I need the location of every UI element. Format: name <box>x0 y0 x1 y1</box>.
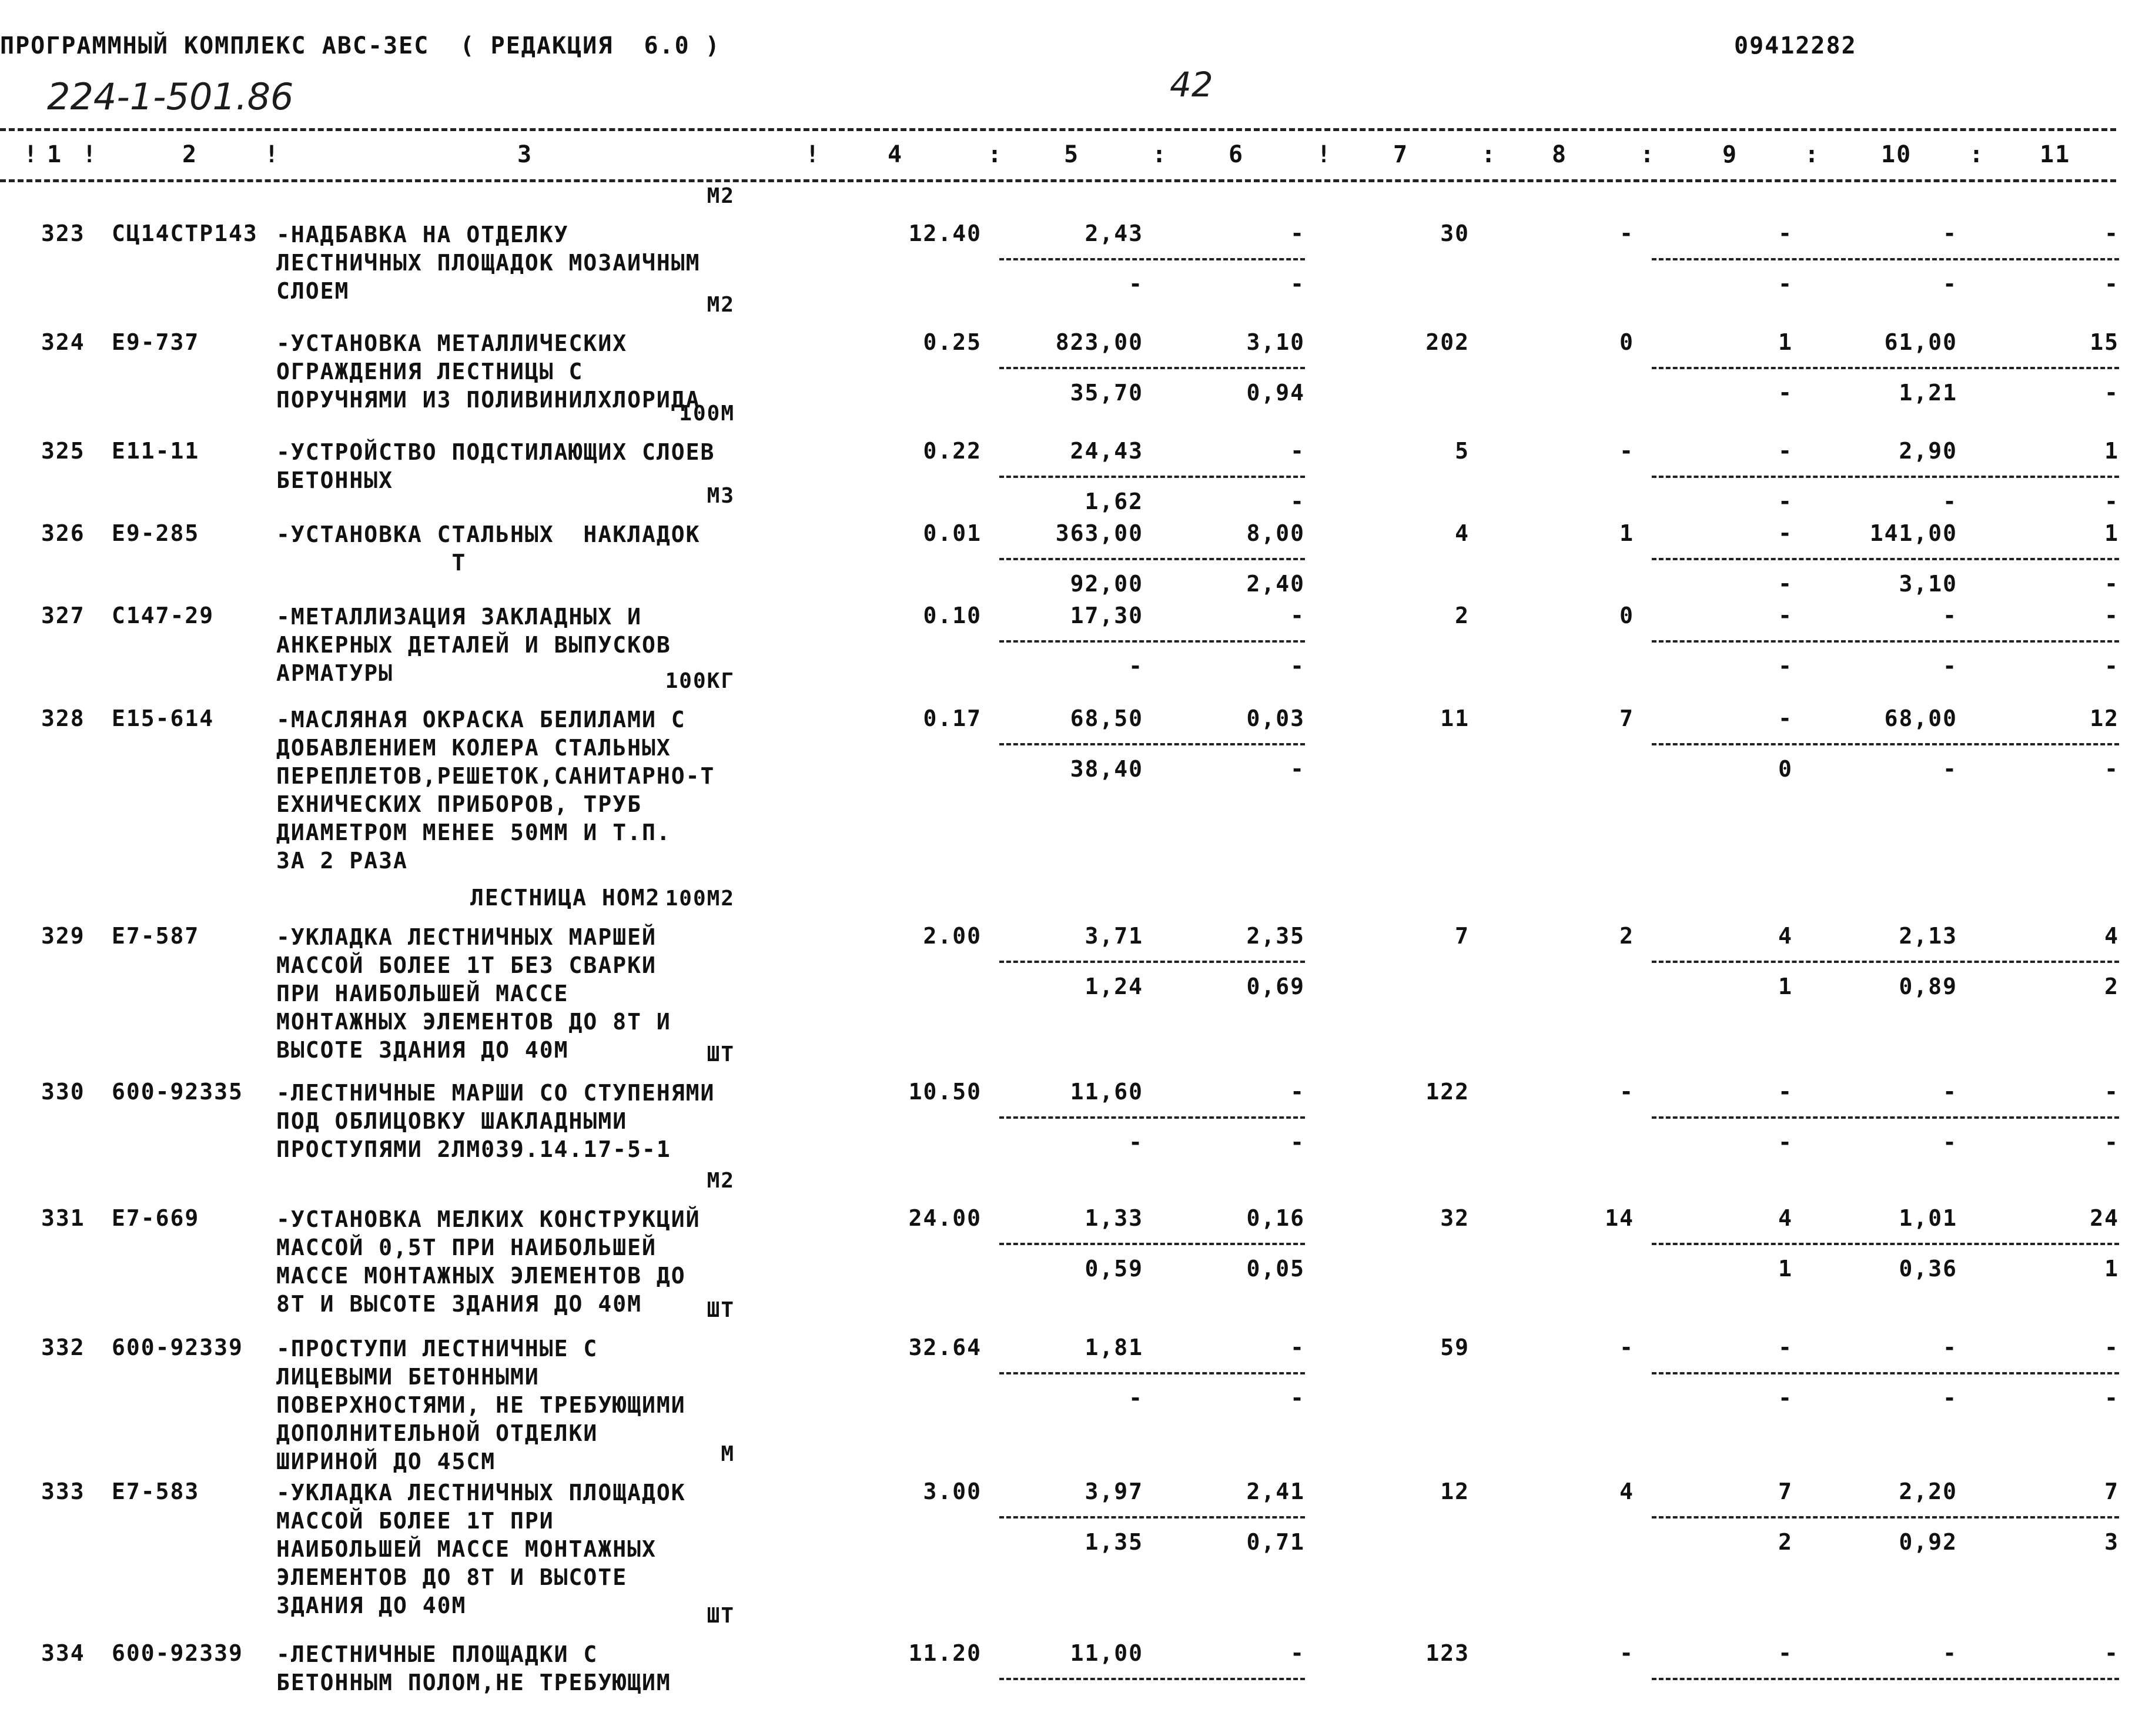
unit-cost-cell: 2,43 <box>1085 220 1143 246</box>
lower-machines-cell: - <box>1778 271 1793 297</box>
lower-unit-cost-cell: - <box>1129 653 1143 679</box>
rate-code: Е11-11 <box>112 438 200 464</box>
lower-machines-cell: - <box>1778 1385 1793 1411</box>
subtotal-rule <box>999 961 1305 963</box>
document-number: 09412282 <box>1734 32 1857 59</box>
work-description: -МАСЛЯНАЯ ОКРАСКА БЕЛИЛАМИ С ДОБАВЛЕНИЕМ КОЛЕРА СТАЛЬНЫХ ПЕРЕПЛЕТОВ,РЕШЕТОК,САНИТАРНО-Т ЕХНИЧЕСКИХ ПРИБОРОВ, ТРУБ ДИАМЕТРОМ МЕНЕЕ 50ММ И Т.П. ЗА 2 РАЗА <box>276 707 715 874</box>
labour-cell: - <box>1943 603 1957 628</box>
work-description: -НАДБАВКА НА ОТДЕЛКУ ЛЕСТНИЧНЫХ ПЛОЩАДОК МОЗАИЧНЫМ СЛОЕМ <box>276 222 701 304</box>
lower-labour-total-cell: 3 <box>2104 1529 2119 1555</box>
rate-code: Е7-583 <box>112 1479 200 1504</box>
wages-total-cell: - <box>1619 1079 1634 1105</box>
rate-code: Е7-587 <box>112 923 200 949</box>
column-separator: : <box>1969 141 1985 168</box>
column-header-5: 5 <box>1064 141 1080 168</box>
machines-cell: 7 <box>1778 1479 1793 1504</box>
wages-total-cell: 1 <box>1619 520 1634 546</box>
rate-code: Е9-737 <box>112 329 200 355</box>
total-cost-cell: 12 <box>1440 1479 1470 1504</box>
rate-code: Е7-669 <box>112 1205 200 1231</box>
subtotal-rule <box>999 367 1305 369</box>
wages-total-cell: - <box>1619 1334 1634 1360</box>
rate-code: 600-92335 <box>112 1079 243 1105</box>
labour-total-cell: - <box>2104 603 2119 628</box>
rate-code: Е9-285 <box>112 520 200 546</box>
work-description: -ЛЕСТНИЧНЫЕ МАРШИ СО СТУПЕНЯМИ ПОД ОБЛИЦОВКУ ШАКЛАДНЫМИ ПРОСТУПЯМИ 2ЛМ039.14.17-5-1 <box>276 1080 715 1162</box>
subtotal-rule <box>999 1372 1305 1374</box>
rate-code: 600-92339 <box>112 1334 243 1360</box>
lower-unit-cost-cell: 0,59 <box>1085 1256 1143 1282</box>
labour-cell: 61,00 <box>1884 329 1957 355</box>
lower-wages-cell: - <box>1290 1129 1305 1155</box>
column-header-3: 3 <box>517 141 533 168</box>
lower-labour-total-cell: - <box>2104 1385 2119 1411</box>
lower-wages-cell: 0,94 <box>1246 380 1305 406</box>
work-description: -УСТАНОВКА МЕЛКИХ КОНСТРУКЦИЙ МАССОЙ 0,5Т ПРИ НАИБОЛЬШЕЙ МАССЕ МОНТАЖНЫХ ЭЛЕМЕНТОВ ДО 8Т И ВЫСОТЕ ЗДАНИЯ ДО 40М <box>276 1206 701 1317</box>
lower-labour-cell: 1,21 <box>1899 380 1957 406</box>
wages-cell: 3,10 <box>1246 329 1305 355</box>
quantity-cell: 0.10 <box>923 603 982 628</box>
quantity-cell: 11.20 <box>908 1640 982 1666</box>
row-number: 329 <box>41 923 85 949</box>
labour-cell: 2,90 <box>1899 438 1957 464</box>
wages-cell: 0,03 <box>1246 705 1305 731</box>
column-separator: ! <box>805 141 821 168</box>
machines-cell: - <box>1778 705 1793 731</box>
total-cost-cell: 30 <box>1440 220 1470 246</box>
lower-unit-cost-cell: - <box>1129 271 1143 297</box>
machines-cell: - <box>1778 1334 1793 1360</box>
lower-labour-cell: - <box>1943 756 1957 782</box>
column-separator: ! <box>1317 141 1333 168</box>
subtotal-rule <box>999 1516 1305 1518</box>
lower-machines-cell: 2 <box>1778 1529 1793 1555</box>
lower-wages-cell: - <box>1290 1385 1305 1411</box>
labour-total-cell: - <box>2104 1640 2119 1666</box>
table-row <box>0 1298 2152 1474</box>
unit-cost-cell: 363,00 <box>1055 520 1143 546</box>
labour-total-cell: 4 <box>2104 923 2119 949</box>
total-cost-cell: 11 <box>1440 705 1470 731</box>
unit-cost-cell: 11,00 <box>1070 1640 1143 1666</box>
quantity-cell: 0.22 <box>923 438 982 464</box>
lower-unit-cost-cell: 35,70 <box>1070 380 1143 406</box>
unit-label: 100КГ <box>665 669 735 693</box>
lower-unit-cost-cell: 92,00 <box>1070 571 1143 597</box>
lower-wages-cell: 0,71 <box>1246 1529 1305 1555</box>
lower-machines-cell: - <box>1778 489 1793 514</box>
lower-labour-cell: 3,10 <box>1899 571 1957 597</box>
wages-cell: - <box>1290 438 1305 464</box>
page-number: 42 <box>1170 65 1213 105</box>
wages-total-cell: 4 <box>1619 1479 1634 1504</box>
wages-cell: - <box>1290 1079 1305 1105</box>
lower-labour-total-cell: - <box>2104 380 2119 406</box>
lower-labour-cell: - <box>1943 489 1957 514</box>
machines-cell: 4 <box>1778 923 1793 949</box>
column-separator: ! <box>265 141 280 168</box>
unit-cost-cell: 1,81 <box>1085 1334 1143 1360</box>
quantity-cell: 10.50 <box>908 1079 982 1105</box>
lower-wages-cell: - <box>1290 271 1305 297</box>
work-description: -МЕТАЛЛИЗАЦИЯ ЗАКЛАДНЫХ И АНКЕРНЫХ ДЕТАЛЕЙ И ВЫПУСКОВ АРМАТУРЫ <box>276 604 671 686</box>
machines-cell: 4 <box>1778 1205 1793 1231</box>
subtotal-rule <box>1652 1516 2119 1518</box>
subtotal-rule <box>1652 961 2119 963</box>
row-number: 330 <box>41 1079 85 1105</box>
lower-unit-cost-cell: - <box>1129 1129 1143 1155</box>
work-description: -ПРОСТУПИ ЛЕСТНИЧНЫЕ С ЛИЦЕВЫМИ БЕТОННЫМИ ПОВЕРХНОСТЯМИ, НЕ ТРЕБУЮЩИМИ ДОПОЛНИТЕЛЬНОЙ ОТДЕЛКИ ШИРИНОЙ ДО 45СМ <box>276 1336 686 1474</box>
unit-label: 100М <box>679 402 735 426</box>
unit-label: М3 <box>707 484 735 508</box>
wages-total-cell: 0 <box>1619 603 1634 628</box>
lower-labour-cell: - <box>1943 653 1957 679</box>
column-separator: ! <box>24 141 39 168</box>
lower-labour-cell: 0,89 <box>1899 974 1957 999</box>
row-number: 325 <box>41 438 85 464</box>
machines-cell: - <box>1778 438 1793 464</box>
column-separator: : <box>1805 141 1820 168</box>
subtotal-rule <box>999 640 1305 643</box>
labour-total-cell: 15 <box>2090 329 2119 355</box>
column-header-11: 11 <box>2040 141 2071 168</box>
labour-total-cell: 1 <box>2104 438 2119 464</box>
total-cost-cell: 123 <box>1425 1640 1470 1666</box>
quantity-cell: 24.00 <box>908 1205 982 1231</box>
unit-cost-cell: 823,00 <box>1055 329 1143 355</box>
row-number: 333 <box>41 1479 85 1504</box>
work-description: -УСТРОЙСТВО ПОДСТИЛАЮЩИХ СЛОЕВ БЕТОННЫХ <box>276 439 715 493</box>
row-number: 332 <box>41 1334 85 1360</box>
lower-labour-cell: 0,36 <box>1899 1256 1957 1282</box>
row-number: 326 <box>41 520 85 546</box>
column-separator: ! <box>82 141 98 168</box>
labour-cell: - <box>1943 1640 1957 1666</box>
work-description: -ЛЕСТНИЧНЫЕ ПЛОЩАДКИ С БЕТОННЫМ ПОЛОМ,НЕ ТРЕБУЮЩИМ <box>276 1641 671 1695</box>
labour-total-cell: 7 <box>2104 1479 2119 1504</box>
work-description: -УСТАНОВКА МЕТАЛЛИЧЕСКИХ ОГРАЖДЕНИЯ ЛЕСТНИЦЫ С ПОРУЧНЯМИ ИЗ ПОЛИВИНИЛХЛОРИДА <box>276 330 701 413</box>
table-row <box>0 1042 2152 1162</box>
labour-cell: 2,13 <box>1899 923 1957 949</box>
column-header-2: 2 <box>182 141 198 168</box>
total-cost-cell: 4 <box>1455 520 1470 546</box>
column-header-8: 8 <box>1552 141 1568 168</box>
table-row <box>0 669 2152 874</box>
subtotal-rule <box>1652 367 2119 369</box>
lower-labour-total-cell: 2 <box>2104 974 2119 999</box>
labour-cell: 141,00 <box>1869 520 1957 546</box>
row-number: 323 <box>41 220 85 246</box>
column-header-4: 4 <box>888 141 903 168</box>
wages-cell: - <box>1290 1334 1305 1360</box>
lower-labour-cell: - <box>1943 271 1957 297</box>
lower-wages-cell: - <box>1290 489 1305 514</box>
labour-cell: 68,00 <box>1884 705 1957 731</box>
wages-total-cell: 7 <box>1619 705 1634 731</box>
unit-cost-cell: 1,33 <box>1085 1205 1143 1231</box>
unit-label: ШТ <box>707 1604 735 1628</box>
quantity-cell: 3.00 <box>923 1479 982 1504</box>
labour-cell: 1,01 <box>1899 1205 1957 1231</box>
column-separator: : <box>1481 141 1497 168</box>
subtotal-rule <box>999 743 1305 745</box>
labour-total-cell: - <box>2104 220 2119 246</box>
total-cost-cell: 7 <box>1455 923 1470 949</box>
sheet-designation: 224-1-501.86 <box>47 75 294 118</box>
wages-total-cell: 14 <box>1605 1205 1634 1231</box>
lower-labour-cell: - <box>1943 1129 1957 1155</box>
subtotal-rule <box>999 558 1305 560</box>
labour-cell: - <box>1943 1079 1957 1105</box>
total-cost-cell: 202 <box>1425 329 1470 355</box>
lower-machines-cell: - <box>1778 380 1793 406</box>
lower-wages-cell: - <box>1290 653 1305 679</box>
machines-cell: - <box>1778 1079 1793 1105</box>
unit-label: М2 <box>707 293 735 317</box>
lower-unit-cost-cell: - <box>1129 1385 1143 1411</box>
lower-labour-total-cell: - <box>2104 489 2119 514</box>
lower-wages-cell: 0,69 <box>1246 974 1305 999</box>
subtotal-rule <box>1652 558 2119 560</box>
machines-cell: 1 <box>1778 329 1793 355</box>
lower-wages-cell: - <box>1290 756 1305 782</box>
lower-labour-total-cell: - <box>2104 571 2119 597</box>
lower-machines-cell: - <box>1778 653 1793 679</box>
row-number: 328 <box>41 705 85 731</box>
lower-unit-cost-cell: 38,40 <box>1070 756 1143 782</box>
rate-code: 600-92339 <box>112 1640 243 1666</box>
total-cost-cell: 2 <box>1455 603 1470 628</box>
unit-label: ШТ <box>707 1042 735 1066</box>
program-header: ПРОГРАММНЫЙ КОМПЛЕКС АВС-3ЕС ( РЕДАКЦИЯ 6.0 ) <box>0 32 721 59</box>
table-row <box>0 603 2152 685</box>
subtotal-rule <box>999 476 1305 478</box>
machines-cell: - <box>1778 520 1793 546</box>
subtotal-rule <box>1652 1372 2119 1374</box>
lower-labour-total-cell: - <box>2104 756 2119 782</box>
table-row <box>0 293 2152 413</box>
wages-cell: - <box>1290 220 1305 246</box>
subtotal-rule <box>1652 1678 2119 1680</box>
labour-cell: - <box>1943 220 1957 246</box>
rate-code: С147-29 <box>112 603 215 628</box>
unit-cost-cell: 11,60 <box>1070 1079 1143 1105</box>
unit-cost-cell: 17,30 <box>1070 603 1143 628</box>
labour-total-cell: 1 <box>2104 520 2119 546</box>
quantity-cell: 12.40 <box>908 220 982 246</box>
rate-code: Е15-614 <box>112 705 215 731</box>
subtotal-rule <box>1652 640 2119 643</box>
unit-label: ШТ <box>707 1298 735 1322</box>
labour-cell: - <box>1943 1334 1957 1360</box>
lower-wages-cell: 0,05 <box>1246 1256 1305 1282</box>
machines-cell: - <box>1778 603 1793 628</box>
wages-total-cell: - <box>1619 220 1634 246</box>
wages-cell: - <box>1290 603 1305 628</box>
lower-labour-total-cell: - <box>2104 1129 2119 1155</box>
unit-label: 100М2 <box>665 887 735 911</box>
subtotal-rule <box>999 1116 1305 1119</box>
row-number: 334 <box>41 1640 85 1666</box>
unit-cost-cell: 24,43 <box>1070 438 1143 464</box>
wages-cell: - <box>1290 1640 1305 1666</box>
subtotal-rule <box>1652 258 2119 260</box>
subtotal-rule <box>1652 743 2119 745</box>
row-number: 324 <box>41 329 85 355</box>
unit-cost-cell: 68,50 <box>1070 705 1143 731</box>
quantity-cell: 0.01 <box>923 520 982 546</box>
lower-unit-cost-cell: 1,35 <box>1085 1529 1143 1555</box>
wages-total-cell: - <box>1619 438 1634 464</box>
labour-cell: 2,20 <box>1899 1479 1957 1504</box>
quantity-cell: 32.64 <box>908 1334 982 1360</box>
lower-labour-total-cell: - <box>2104 271 2119 297</box>
lower-machines-cell: 1 <box>1778 974 1793 999</box>
unit-label: М2 <box>707 1169 735 1193</box>
table-row <box>0 184 2152 304</box>
row-number: 327 <box>41 603 85 628</box>
lower-labour-cell: 0,92 <box>1899 1529 1957 1555</box>
wages-cell: 2,41 <box>1246 1479 1305 1504</box>
wages-total-cell: - <box>1619 1640 1634 1666</box>
subtotal-rule <box>1652 476 2119 478</box>
wages-total-cell: 0 <box>1619 329 1634 355</box>
lower-machines-cell: - <box>1778 1129 1793 1155</box>
machines-cell: - <box>1778 1640 1793 1666</box>
unit-cost-cell: 3,97 <box>1085 1479 1143 1504</box>
labour-total-cell: 24 <box>2090 1205 2119 1231</box>
quantity-cell: 0.25 <box>923 329 982 355</box>
column-separator: : <box>1152 141 1168 168</box>
total-cost-cell: 32 <box>1440 1205 1470 1231</box>
labour-total-cell: - <box>2104 1334 2119 1360</box>
column-separator: : <box>988 141 1003 168</box>
table-row <box>0 1604 2152 1722</box>
subtotal-rule <box>999 1243 1305 1245</box>
lower-unit-cost-cell: 1,24 <box>1085 974 1143 999</box>
lower-machines-cell: - <box>1778 571 1793 597</box>
row-number: 331 <box>41 1205 85 1231</box>
lower-machines-cell: 0 <box>1778 756 1793 782</box>
subtotal-rule <box>999 258 1305 260</box>
subtotal-rule <box>999 1678 1305 1680</box>
lower-labour-total-cell: 1 <box>2104 1256 2119 1282</box>
lower-labour-cell: - <box>1943 1385 1957 1411</box>
lower-wages-cell: 2,40 <box>1246 571 1305 597</box>
total-cost-cell: 59 <box>1440 1334 1470 1360</box>
column-header-10: 10 <box>1881 141 1912 168</box>
quantity-cell: 0.17 <box>923 705 982 731</box>
table-row <box>0 402 2152 520</box>
estimate-table-body <box>0 182 2152 1734</box>
column-header-7: 7 <box>1393 141 1409 168</box>
wages-cell: 2,35 <box>1246 923 1305 949</box>
subtotal-rule <box>1652 1116 2119 1119</box>
quantity-cell: 2.00 <box>923 923 982 949</box>
labour-total-cell: 12 <box>2090 705 2119 731</box>
unit-cost-cell: 3,71 <box>1085 923 1143 949</box>
wages-cell: 8,00 <box>1246 520 1305 546</box>
lower-labour-total-cell: - <box>2104 653 2119 679</box>
column-separator: : <box>1640 141 1656 168</box>
section-title: ЛЕСТНИЦА НОМ2 <box>470 885 661 911</box>
machines-cell: - <box>1778 220 1793 246</box>
rate-code: СЦ14СТР143 <box>112 220 258 246</box>
lower-machines-cell: 1 <box>1778 1256 1793 1282</box>
unit-label: М <box>721 1442 735 1466</box>
wages-total-cell: 2 <box>1619 923 1634 949</box>
unit-label: М2 <box>707 184 735 208</box>
total-cost-cell: 5 <box>1455 438 1470 464</box>
work-description: -УСТАНОВКА СТАЛЬНЫХ НАКЛАДОК Т <box>276 521 701 576</box>
column-header-6: 6 <box>1229 141 1244 168</box>
subtotal-rule <box>1652 1243 2119 1245</box>
column-header-9: 9 <box>1722 141 1738 168</box>
top-rule <box>0 128 2116 131</box>
work-description: -УКЛАДКА ЛЕСТНИЧНЫХ МАРШЕЙ МАССОЙ БОЛЕЕ 1Т БЕЗ СВАРКИ ПРИ НАИБОЛЬШЕЙ МАССЕ МОНТАЖНЫХ ЭЛЕМЕНТОВ ДО 8Т И ВЫСОТЕ ЗДАНИЯ ДО 40М <box>276 924 671 1063</box>
labour-total-cell: - <box>2104 1079 2119 1105</box>
column-header-1: 1 <box>47 141 63 168</box>
work-description: -УКЛАДКА ЛЕСТНИЧНЫХ ПЛОЩАДОК МАССОЙ БОЛЕЕ 1Т ПРИ НАИБОЛЬШЕЙ МАССЕ МОНТАЖНЫХ ЭЛЕМЕНТОВ ДО 8Т И ВЫСОТЕ ЗДАНИЯ ДО 40М <box>276 1480 686 1618</box>
lower-unit-cost-cell: 1,62 <box>1085 489 1143 514</box>
wages-cell: 0,16 <box>1246 1205 1305 1231</box>
total-cost-cell: 122 <box>1425 1079 1470 1105</box>
